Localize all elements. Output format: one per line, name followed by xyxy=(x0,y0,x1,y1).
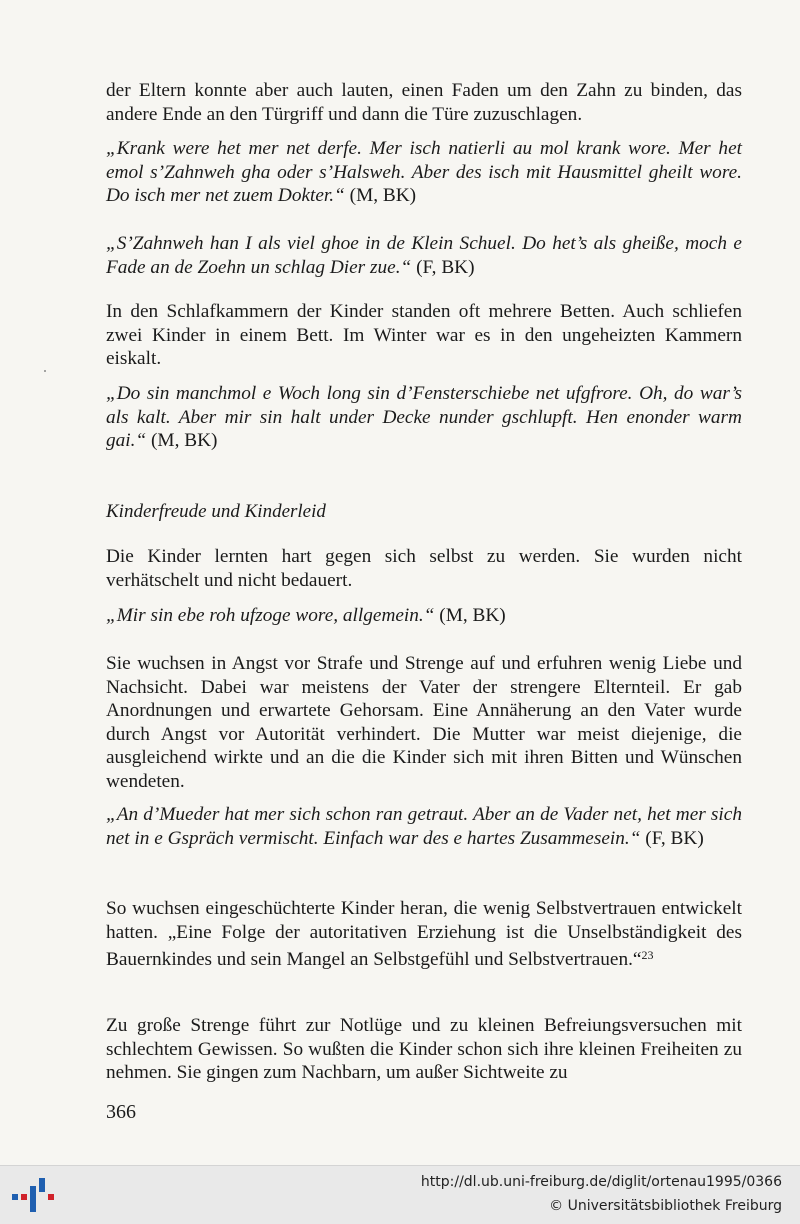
footer-copyright: © Universitätsbibliothek Freiburg xyxy=(549,1198,782,1214)
quote-1 xyxy=(106,137,742,208)
quote-2 xyxy=(106,232,742,279)
footer-url-link[interactable]: http://dl.ub.uni-freiburg.de/diglit/ortenau1995/0366 xyxy=(420,1174,782,1190)
quote-4 xyxy=(106,604,742,628)
page-number: 366 xyxy=(106,1101,136,1123)
section-heading: Kinderfreude und Kinderleid xyxy=(106,501,326,522)
quote-source: (M, BK) xyxy=(146,430,218,451)
quote-5 xyxy=(106,803,742,850)
paragraph-5 xyxy=(106,897,742,972)
paragraph-1 xyxy=(106,79,742,126)
quote-source: (M, BK) xyxy=(344,185,417,206)
scan-speck xyxy=(44,370,46,372)
quote-source: (F, BK) xyxy=(411,256,475,278)
paragraph-text: der Eltern konnte aber auch lauten, einen Faden um den Zahn zu binden, das andere Ende an den Türgriff und dann die Türe zuzuschlagen. xyxy=(106,80,742,125)
quote-source: (M, BK) xyxy=(434,605,506,626)
quote-source: (F, BK) xyxy=(640,827,704,849)
quote-text: „Mir sin ebe roh ufzoge wore, allgemein.“ xyxy=(106,605,435,626)
paragraph-text: So wuchsen eingeschüchterte Kinder heran, die wenig Selbstvertrauen entwickelt hatten. „Eine Folge der autoritativen Erziehung ist die Unselbständigkeit des Bauernkindes und sein Mangel an Selbstgefühl und Selbstvertrauen.“ xyxy=(106,898,742,970)
paragraph-text: Die Kinder lernten hart gegen sich selbst zu werden. Sie wurden nicht verhätschelt und nicht bedauert. xyxy=(106,546,742,591)
footnote-marker: 23 xyxy=(641,948,654,962)
paragraph-4 xyxy=(106,652,742,793)
footer-bar xyxy=(0,1165,800,1224)
paragraph-6 xyxy=(106,1014,742,1085)
quote-text: „Krank were het mer net derfe. Mer isch natierli au mol krank wore. Mer het emol s’Zahnweh gha oder s’Halsweh. Aber des isch mit Hausmittel gheilt wore. Do isch mer net zuem Dokter.“ xyxy=(106,138,742,206)
paragraph-2 xyxy=(106,300,742,371)
paragraph-text: In den Schlafkammern der Kinder standen oft mehrere Betten. Auch schliefen zwei Kinder in einem Bett. Im Winter war es in den ungeheizten Kammern eiskalt. xyxy=(106,301,742,369)
library-logo-icon xyxy=(10,1176,54,1216)
paragraph-3 xyxy=(106,545,742,592)
quote-text: „Do sin manchmol e Woch long sin d’Fensterschiebe net ufgfrore. Oh, do war’s als kalt. Aber mir sin halt under Decke nunder gschlupft. Hen enonder warm gai.“ xyxy=(106,383,742,451)
quote-text: „An d’Mueder hat mer sich schon ran getraut. Aber an de Vader net, het mer sich net in e Gspräch vermischt. Einfach war des e hartes Zusammesein.“ xyxy=(106,804,742,849)
paragraph-text: Sie wuchsen in Angst vor Strafe und Strenge auf und erfuhren wenig Liebe und Nachsicht. Dabei war meistens der Vater der strengere Elternteil. Er gab Anordnungen und erwartete Gehorsam. Eine Annäherung an den Vater wurde durch Angst vor Autorität verhindert. Die Mutter war meist diejenige, die ausgleichend wirkte und an die die Kinder sich mit ihren Bitten und Wünschen wendeten. xyxy=(106,653,742,792)
quote-3 xyxy=(106,382,742,453)
paragraph-text: Zu große Strenge führt zur Notlüge und zu kleinen Befreiungsversuchen mit schlechtem Gewissen. So wußten die Kinder schon sich ihre kleinen Freiheiten zu nehmen. Sie gingen zum Nachbarn, um außer Sichtweite zu xyxy=(106,1015,742,1083)
quote-text: „S’Zahnweh han I als viel ghoe in de Klein Schuel. Do het’s als gheiße, moch e Fade an de Zoehn un schlag Dier zue.“ xyxy=(106,233,742,278)
